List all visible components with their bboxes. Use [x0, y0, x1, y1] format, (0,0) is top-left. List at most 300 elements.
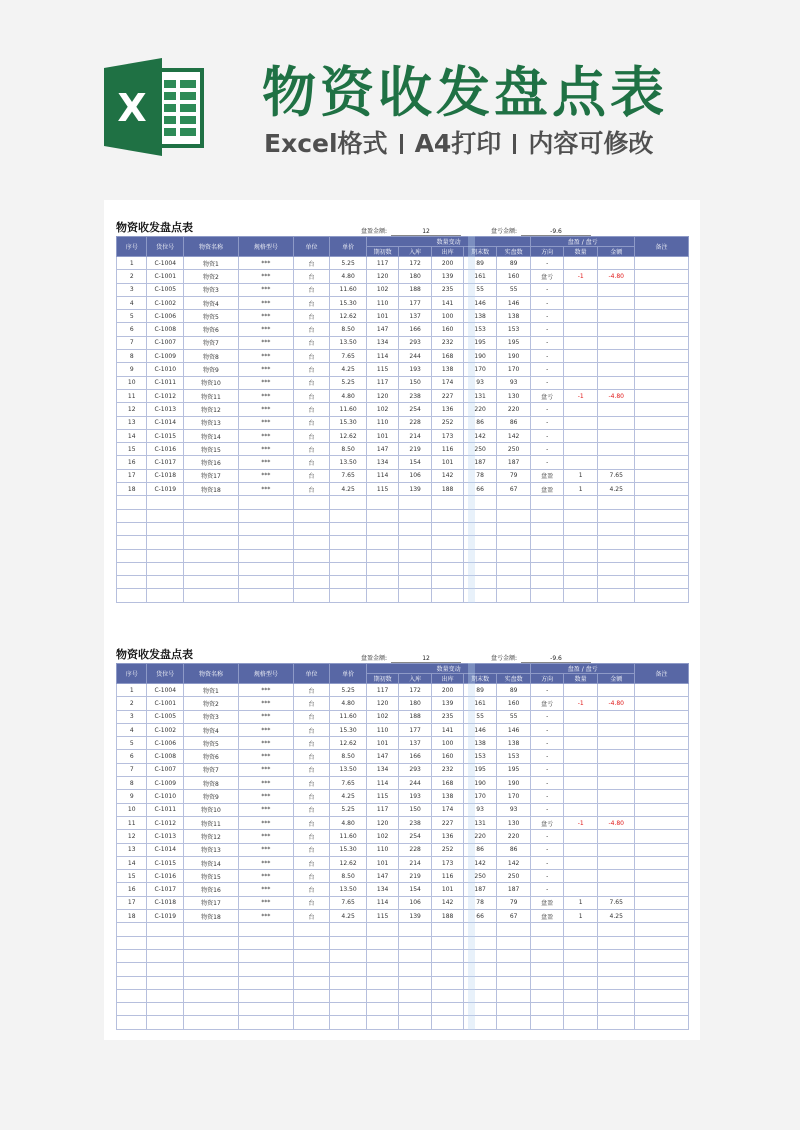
table-cell[interactable]: 193 [399, 790, 432, 803]
table-cell[interactable]: 4.25 [598, 483, 635, 496]
table-cell[interactable]: C-1006 [147, 737, 184, 750]
empty-cell[interactable] [330, 949, 367, 962]
table-cell[interactable]: C-1007 [147, 336, 184, 349]
table-cell[interactable]: 15.30 [330, 416, 367, 429]
table-cell[interactable]: 138 [496, 310, 531, 323]
table-cell[interactable]: 盘盈 [531, 469, 564, 482]
empty-cell[interactable] [147, 562, 184, 575]
table-cell[interactable]: - [531, 803, 564, 816]
table-cell[interactable]: C-1009 [147, 777, 184, 790]
empty-cell[interactable] [496, 976, 531, 989]
table-cell[interactable] [598, 723, 635, 736]
table-cell[interactable]: 161 [464, 697, 497, 710]
empty-cell[interactable] [563, 989, 598, 1002]
table-cell[interactable]: 台 [293, 336, 330, 349]
table-cell[interactable]: 238 [399, 816, 432, 829]
table-cell[interactable]: 250 [496, 870, 531, 883]
empty-cell[interactable] [366, 936, 399, 949]
table-cell[interactable] [598, 737, 635, 750]
table-cell[interactable]: 台 [293, 777, 330, 790]
table-cell[interactable]: 15.30 [330, 296, 367, 309]
table-cell[interactable]: 5 [117, 310, 147, 323]
table-cell[interactable]: C-1015 [147, 856, 184, 869]
table-cell[interactable] [563, 363, 598, 376]
table-cell[interactable]: 89 [496, 684, 531, 697]
table-cell[interactable]: 146 [464, 723, 497, 736]
table-cell[interactable]: 86 [464, 843, 497, 856]
table-cell[interactable]: 116 [431, 870, 464, 883]
table-cell[interactable]: 170 [496, 363, 531, 376]
empty-cell[interactable] [117, 949, 147, 962]
table-cell[interactable]: *** [238, 376, 293, 389]
table-cell[interactable]: 16 [117, 883, 147, 896]
table-cell[interactable]: C-1013 [147, 830, 184, 843]
empty-cell[interactable] [464, 549, 497, 562]
empty-cell[interactable] [598, 923, 635, 936]
empty-cell[interactable] [293, 536, 330, 549]
empty-cell[interactable] [496, 936, 531, 949]
table-cell[interactable]: - [531, 257, 564, 270]
table-cell[interactable]: 物资4 [184, 296, 239, 309]
empty-cell[interactable] [598, 576, 635, 589]
table-cell[interactable]: 台 [293, 350, 330, 363]
table-cell[interactable]: 台 [293, 257, 330, 270]
empty-cell[interactable] [399, 949, 432, 962]
table-cell[interactable]: 1 [563, 910, 598, 923]
table-cell[interactable]: 154 [399, 456, 432, 469]
empty-cell[interactable] [531, 1016, 564, 1029]
table-cell[interactable]: 物资6 [184, 323, 239, 336]
table-cell[interactable]: 153 [464, 750, 497, 763]
table-cell[interactable]: 235 [431, 283, 464, 296]
empty-cell[interactable] [496, 963, 531, 976]
table-cell[interactable]: 190 [464, 350, 497, 363]
empty-cell[interactable] [147, 1016, 184, 1029]
table-cell[interactable] [635, 830, 689, 843]
empty-cell[interactable] [117, 589, 147, 602]
table-cell[interactable] [635, 296, 689, 309]
empty-cell[interactable] [330, 989, 367, 1002]
table-cell[interactable]: 55 [496, 283, 531, 296]
table-cell[interactable]: 12.62 [330, 429, 367, 442]
empty-cell[interactable] [238, 496, 293, 509]
table-cell[interactable]: 219 [399, 443, 432, 456]
table-cell[interactable]: 188 [431, 483, 464, 496]
empty-cell[interactable] [399, 562, 432, 575]
empty-cell[interactable] [563, 949, 598, 962]
table-cell[interactable]: 147 [366, 750, 399, 763]
table-cell[interactable]: 93 [464, 376, 497, 389]
table-cell[interactable]: 110 [366, 296, 399, 309]
empty-cell[interactable] [531, 522, 564, 535]
empty-cell[interactable] [366, 549, 399, 562]
table-cell[interactable]: 195 [496, 336, 531, 349]
table-cell[interactable] [635, 750, 689, 763]
table-cell[interactable]: 166 [399, 750, 432, 763]
table-cell[interactable]: 4 [117, 723, 147, 736]
table-cell[interactable]: -1 [563, 389, 598, 402]
table-cell[interactable] [563, 830, 598, 843]
empty-cell[interactable] [399, 923, 432, 936]
table-cell[interactable]: 254 [399, 830, 432, 843]
table-cell[interactable]: *** [238, 389, 293, 402]
table-cell[interactable]: 250 [496, 443, 531, 456]
empty-cell[interactable] [293, 923, 330, 936]
empty-cell[interactable] [399, 989, 432, 1002]
empty-cell[interactable] [117, 963, 147, 976]
empty-cell[interactable] [117, 923, 147, 936]
empty-cell[interactable] [184, 1016, 239, 1029]
empty-cell[interactable] [366, 576, 399, 589]
table-cell[interactable]: C-1014 [147, 416, 184, 429]
table-cell[interactable]: 195 [464, 763, 497, 776]
table-cell[interactable]: 15 [117, 443, 147, 456]
surplus-value[interactable]: 12 [391, 655, 461, 663]
table-cell[interactable]: 66 [464, 910, 497, 923]
table-cell[interactable]: 台 [293, 816, 330, 829]
table-cell[interactable]: 137 [399, 310, 432, 323]
table-cell[interactable]: 134 [366, 456, 399, 469]
table-cell[interactable]: 101 [366, 429, 399, 442]
empty-cell[interactable] [293, 949, 330, 962]
table-cell[interactable]: 79 [496, 469, 531, 482]
table-cell[interactable]: *** [238, 856, 293, 869]
table-cell[interactable] [563, 376, 598, 389]
table-cell[interactable] [635, 697, 689, 710]
empty-cell[interactable] [293, 976, 330, 989]
table-cell[interactable]: 物资18 [184, 910, 239, 923]
table-cell[interactable]: 物资16 [184, 883, 239, 896]
empty-cell[interactable] [293, 576, 330, 589]
table-cell[interactable] [563, 870, 598, 883]
table-cell[interactable] [635, 403, 689, 416]
table-cell[interactable] [598, 763, 635, 776]
table-cell[interactable] [598, 416, 635, 429]
table-cell[interactable]: 5 [117, 737, 147, 750]
table-cell[interactable]: *** [238, 763, 293, 776]
table-cell[interactable]: 1 [563, 483, 598, 496]
table-cell[interactable]: 220 [464, 403, 497, 416]
table-cell[interactable]: 台 [293, 483, 330, 496]
table-cell[interactable] [563, 737, 598, 750]
empty-cell[interactable] [117, 536, 147, 549]
table-cell[interactable]: - [531, 283, 564, 296]
empty-cell[interactable] [431, 989, 464, 1002]
table-cell[interactable]: 220 [496, 830, 531, 843]
table-cell[interactable]: 台 [293, 684, 330, 697]
empty-cell[interactable] [184, 522, 239, 535]
empty-cell[interactable] [293, 989, 330, 1002]
table-cell[interactable]: - [531, 790, 564, 803]
empty-cell[interactable] [464, 589, 497, 602]
empty-cell[interactable] [399, 536, 432, 549]
table-cell[interactable]: 168 [431, 777, 464, 790]
table-cell[interactable]: - [531, 883, 564, 896]
empty-cell[interactable] [496, 589, 531, 602]
empty-cell[interactable] [330, 1016, 367, 1029]
table-cell[interactable] [598, 283, 635, 296]
table-cell[interactable]: 7.65 [330, 469, 367, 482]
table-cell[interactable]: 物资8 [184, 350, 239, 363]
table-cell[interactable]: - [531, 684, 564, 697]
table-cell[interactable]: - [531, 777, 564, 790]
table-cell[interactable]: - [531, 870, 564, 883]
table-cell[interactable]: 187 [496, 456, 531, 469]
table-cell[interactable] [563, 403, 598, 416]
empty-cell[interactable] [464, 1003, 497, 1016]
empty-cell[interactable] [293, 589, 330, 602]
table-cell[interactable]: 5.25 [330, 684, 367, 697]
empty-cell[interactable] [238, 1016, 293, 1029]
table-cell[interactable] [635, 456, 689, 469]
table-cell[interactable]: 101 [431, 883, 464, 896]
table-cell[interactable]: 170 [464, 790, 497, 803]
empty-cell[interactable] [399, 936, 432, 949]
table-cell[interactable]: C-1018 [147, 469, 184, 482]
table-cell[interactable]: 8.50 [330, 870, 367, 883]
table-cell[interactable]: 220 [464, 830, 497, 843]
empty-cell[interactable] [293, 522, 330, 535]
table-cell[interactable]: 物资8 [184, 777, 239, 790]
table-cell[interactable]: 177 [399, 723, 432, 736]
table-cell[interactable]: 台 [293, 710, 330, 723]
table-cell[interactable]: 13.50 [330, 336, 367, 349]
table-cell[interactable]: 106 [399, 469, 432, 482]
table-cell[interactable]: 15.30 [330, 843, 367, 856]
table-cell[interactable]: 物资1 [184, 684, 239, 697]
table-cell[interactable]: 138 [464, 310, 497, 323]
table-cell[interactable]: 13 [117, 843, 147, 856]
table-cell[interactable]: C-1016 [147, 870, 184, 883]
table-cell[interactable]: 166 [399, 323, 432, 336]
table-cell[interactable]: 盘盈 [531, 483, 564, 496]
table-cell[interactable]: 130 [496, 816, 531, 829]
table-cell[interactable]: - [531, 376, 564, 389]
table-cell[interactable]: *** [238, 697, 293, 710]
table-cell[interactable]: *** [238, 363, 293, 376]
empty-cell[interactable] [635, 923, 689, 936]
table-cell[interactable]: 17 [117, 469, 147, 482]
table-cell[interactable]: 物资12 [184, 830, 239, 843]
empty-cell[interactable] [635, 963, 689, 976]
table-cell[interactable]: 219 [399, 870, 432, 883]
table-cell[interactable]: 4 [117, 296, 147, 309]
table-cell[interactable]: *** [238, 310, 293, 323]
table-cell[interactable]: 141 [431, 723, 464, 736]
table-cell[interactable]: 131 [464, 816, 497, 829]
table-cell[interactable]: 台 [293, 296, 330, 309]
table-cell[interactable]: *** [238, 416, 293, 429]
empty-cell[interactable] [598, 522, 635, 535]
table-cell[interactable]: 盘盈 [531, 896, 564, 909]
table-cell[interactable]: 台 [293, 469, 330, 482]
table-cell[interactable]: 3 [117, 710, 147, 723]
table-cell[interactable]: 200 [431, 257, 464, 270]
table-cell[interactable] [635, 763, 689, 776]
empty-cell[interactable] [496, 989, 531, 1002]
table-cell[interactable]: 台 [293, 403, 330, 416]
empty-cell[interactable] [184, 562, 239, 575]
table-cell[interactable]: 4.80 [330, 389, 367, 402]
table-cell[interactable]: 115 [366, 790, 399, 803]
table-cell[interactable]: 115 [366, 910, 399, 923]
table-cell[interactable]: 物资10 [184, 376, 239, 389]
table-cell[interactable]: 139 [431, 270, 464, 283]
table-cell[interactable]: 244 [399, 350, 432, 363]
empty-cell[interactable] [330, 936, 367, 949]
table-cell[interactable]: 110 [366, 843, 399, 856]
empty-cell[interactable] [330, 536, 367, 549]
table-cell[interactable]: 160 [431, 323, 464, 336]
table-cell[interactable]: 盘亏 [531, 270, 564, 283]
table-cell[interactable] [635, 710, 689, 723]
empty-cell[interactable] [464, 509, 497, 522]
empty-cell[interactable] [531, 949, 564, 962]
empty-cell[interactable] [635, 522, 689, 535]
table-cell[interactable]: 78 [464, 896, 497, 909]
empty-cell[interactable] [117, 989, 147, 1002]
empty-cell[interactable] [330, 963, 367, 976]
table-cell[interactable]: - [531, 750, 564, 763]
empty-cell[interactable] [366, 522, 399, 535]
table-cell[interactable]: -4.80 [598, 389, 635, 402]
empty-cell[interactable] [431, 923, 464, 936]
table-cell[interactable] [563, 750, 598, 763]
table-cell[interactable] [598, 830, 635, 843]
table-cell[interactable]: 102 [366, 283, 399, 296]
table-cell[interactable]: *** [238, 737, 293, 750]
table-cell[interactable]: 114 [366, 350, 399, 363]
table-cell[interactable]: 物资15 [184, 443, 239, 456]
table-cell[interactable]: 7.65 [330, 350, 367, 363]
table-cell[interactable] [563, 763, 598, 776]
table-cell[interactable]: 15.30 [330, 723, 367, 736]
table-cell[interactable]: 139 [431, 697, 464, 710]
table-cell[interactable]: 188 [431, 910, 464, 923]
empty-cell[interactable] [531, 963, 564, 976]
table-cell[interactable]: 115 [366, 483, 399, 496]
empty-cell[interactable] [531, 562, 564, 575]
table-cell[interactable]: 9 [117, 790, 147, 803]
empty-cell[interactable] [117, 576, 147, 589]
empty-cell[interactable] [366, 963, 399, 976]
table-cell[interactable]: - [531, 723, 564, 736]
table-cell[interactable]: 8.50 [330, 443, 367, 456]
table-cell[interactable]: 物资17 [184, 896, 239, 909]
table-cell[interactable] [635, 323, 689, 336]
empty-cell[interactable] [598, 589, 635, 602]
empty-cell[interactable] [464, 936, 497, 949]
empty-cell[interactable] [399, 549, 432, 562]
table-cell[interactable]: 254 [399, 403, 432, 416]
table-cell[interactable] [563, 456, 598, 469]
empty-cell[interactable] [431, 976, 464, 989]
table-cell[interactable]: 250 [464, 870, 497, 883]
empty-cell[interactable] [330, 509, 367, 522]
table-cell[interactable]: 4.25 [330, 790, 367, 803]
table-cell[interactable]: 153 [496, 323, 531, 336]
table-cell[interactable]: 物资2 [184, 270, 239, 283]
table-cell[interactable]: 139 [399, 910, 432, 923]
table-cell[interactable]: 174 [431, 376, 464, 389]
table-cell[interactable]: 190 [496, 350, 531, 363]
table-cell[interactable]: 150 [399, 803, 432, 816]
table-cell[interactable] [598, 883, 635, 896]
empty-cell[interactable] [464, 576, 497, 589]
table-cell[interactable]: C-1004 [147, 257, 184, 270]
table-cell[interactable]: 232 [431, 336, 464, 349]
empty-cell[interactable] [366, 976, 399, 989]
loss-value[interactable]: -9.6 [521, 228, 591, 236]
table-cell[interactable] [563, 310, 598, 323]
table-cell[interactable]: 117 [366, 376, 399, 389]
empty-cell[interactable] [464, 949, 497, 962]
table-cell[interactable]: 114 [366, 469, 399, 482]
table-cell[interactable]: *** [238, 684, 293, 697]
empty-cell[interactable] [598, 549, 635, 562]
empty-cell[interactable] [431, 936, 464, 949]
table-cell[interactable]: 173 [431, 429, 464, 442]
table-cell[interactable]: 物资9 [184, 363, 239, 376]
table-cell[interactable]: 15 [117, 870, 147, 883]
table-cell[interactable]: 106 [399, 896, 432, 909]
empty-cell[interactable] [598, 949, 635, 962]
empty-cell[interactable] [238, 589, 293, 602]
empty-cell[interactable] [531, 536, 564, 549]
table-cell[interactable]: 物资14 [184, 856, 239, 869]
table-cell[interactable] [563, 350, 598, 363]
table-cell[interactable] [598, 803, 635, 816]
table-cell[interactable]: 6 [117, 750, 147, 763]
table-cell[interactable]: 134 [366, 883, 399, 896]
empty-cell[interactable] [366, 536, 399, 549]
table-cell[interactable] [598, 443, 635, 456]
table-cell[interactable] [635, 816, 689, 829]
table-cell[interactable]: *** [238, 483, 293, 496]
empty-cell[interactable] [496, 536, 531, 549]
table-cell[interactable]: 台 [293, 883, 330, 896]
table-cell[interactable]: 台 [293, 376, 330, 389]
table-cell[interactable]: 78 [464, 469, 497, 482]
empty-cell[interactable] [293, 936, 330, 949]
empty-cell[interactable] [635, 1003, 689, 1016]
empty-cell[interactable] [117, 562, 147, 575]
empty-cell[interactable] [598, 562, 635, 575]
table-cell[interactable]: 10 [117, 376, 147, 389]
table-cell[interactable]: 160 [496, 270, 531, 283]
table-cell[interactable]: 4.25 [330, 363, 367, 376]
table-cell[interactable]: 物资11 [184, 816, 239, 829]
table-cell[interactable] [635, 883, 689, 896]
empty-cell[interactable] [431, 589, 464, 602]
table-cell[interactable]: *** [238, 883, 293, 896]
table-cell[interactable]: 130 [496, 389, 531, 402]
table-cell[interactable]: C-1012 [147, 816, 184, 829]
empty-cell[interactable] [147, 576, 184, 589]
table-cell[interactable]: *** [238, 803, 293, 816]
table-cell[interactable]: 盘亏 [531, 816, 564, 829]
table-cell[interactable]: 160 [431, 750, 464, 763]
table-cell[interactable]: 134 [366, 763, 399, 776]
table-cell[interactable]: C-1008 [147, 750, 184, 763]
table-cell[interactable] [635, 856, 689, 869]
table-cell[interactable]: 9 [117, 363, 147, 376]
table-cell[interactable]: C-1005 [147, 710, 184, 723]
table-cell[interactable]: *** [238, 777, 293, 790]
empty-cell[interactable] [366, 1003, 399, 1016]
empty-cell[interactable] [563, 936, 598, 949]
table-cell[interactable]: 12.62 [330, 310, 367, 323]
